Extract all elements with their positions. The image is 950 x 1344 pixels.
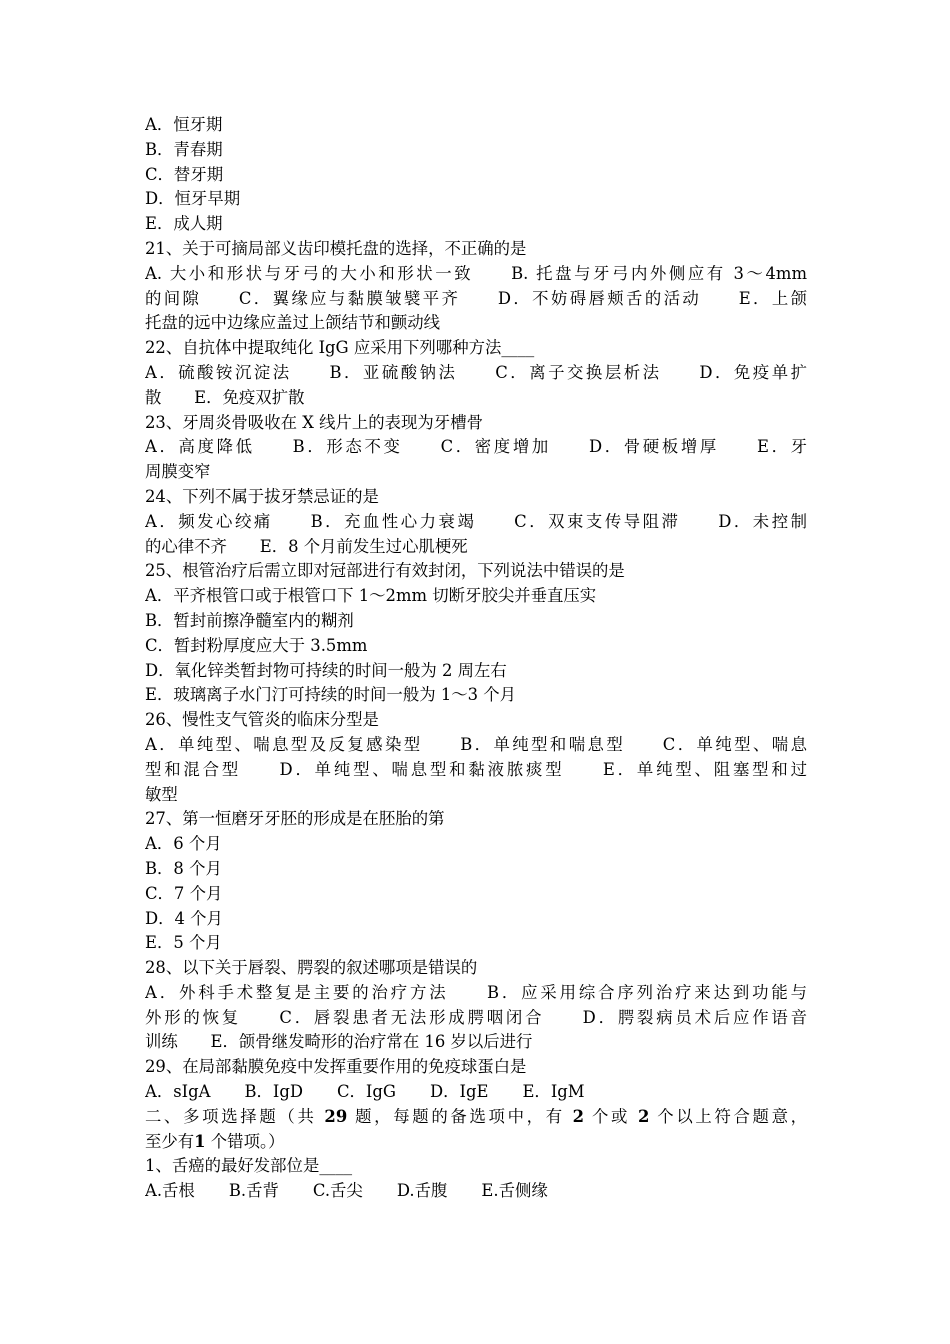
- option-count: 2: [637, 1106, 650, 1126]
- section-heading-multiple-choice: [145, 1105, 807, 1155]
- question-29: [145, 1055, 807, 1105]
- option-line: B．8 个月: [145, 858, 222, 878]
- options-text: 的间隙 C．翼缘应与黏膜皱襞平齐 D．不妨碍唇颊舌的活动 E．上颌: [145, 288, 807, 308]
- question-stem: 1、舌癌的最好发部位是____: [145, 1156, 353, 1176]
- options-text: A．频发心绞痛 B．充血性心力衰竭 C．双束支传导阻滞 D．未控制: [145, 511, 807, 531]
- option: D.舌腹: [396, 1181, 448, 1201]
- options-text: A．高度降低 B．形态不变 C．密度增加 D．骨硬板增厚 E．牙: [145, 437, 807, 457]
- options-text: 托盘的远中边缘应盖过上颌结节和颤动线: [145, 313, 441, 333]
- options-text: 型和混合型 D．单纯型、喘息型和黏液脓痰型 E．单纯型、阻塞型和过: [145, 759, 807, 779]
- option: B.舌背: [228, 1181, 279, 1201]
- option: D．IgE: [430, 1082, 489, 1102]
- question-count: 29: [324, 1106, 348, 1126]
- option: A.舌根: [145, 1181, 195, 1201]
- question-stem: 26、慢性支气管炎的临床分型是: [145, 710, 379, 730]
- options-text: 外形的恢复 C．唇裂患者无法形成腭咽闭合 D．腭裂病员术后应作语音: [145, 1007, 807, 1027]
- option-line: A．6 个月: [145, 834, 222, 854]
- question-stem: 25、根管治疗后需立即对冠部进行有效封闭，下列说法中错误的是: [145, 561, 625, 581]
- options-text: 周膜变窄: [145, 462, 211, 482]
- option-line: C．暂封粉厚度应大于 3.5mm: [145, 635, 368, 655]
- multi-question-1: [145, 1154, 807, 1204]
- document-page: [145, 113, 807, 1204]
- option-line: D．恒牙早期: [145, 189, 241, 209]
- heading-text: 个或: [591, 1106, 631, 1126]
- option: C．IgG: [337, 1082, 396, 1102]
- option-line: A．恒牙期: [145, 115, 223, 134]
- question-stem: 29、在局部黏膜免疫中发挥重要作用的免疫球蛋白是: [145, 1057, 527, 1077]
- question-23: [145, 411, 807, 485]
- option-line: E．5 个月: [145, 933, 222, 953]
- question-24: [145, 485, 807, 559]
- option-line: E．成人期: [145, 214, 223, 234]
- question-stem: 22、自抗体中提取纯化 IgG 应采用下列哪种方法____: [145, 338, 535, 358]
- options-text: 敏型: [145, 784, 178, 804]
- options-row: [145, 1179, 807, 1204]
- option-line: B．青春期: [145, 139, 223, 159]
- question-22: [145, 336, 807, 410]
- question-27: [145, 807, 807, 956]
- option-line: A．平齐根管口或于根管口下 1～2mm 切断牙胶尖并垂直压实: [145, 586, 597, 606]
- heading-text: 个错项。）: [210, 1131, 285, 1151]
- question-26: [145, 708, 807, 807]
- heading-text: 至少有: [145, 1131, 195, 1151]
- option: E.舌侧缘: [481, 1181, 548, 1201]
- previous-question-options: [145, 113, 807, 237]
- heading-text: 二、多项选择题（共: [145, 1106, 317, 1126]
- question-25: [145, 559, 807, 708]
- question-stem: 21、关于可摘局部义齿印模托盘的选择，不正确的是: [145, 238, 527, 258]
- options-text: 散 E．免疫双扩散: [145, 387, 305, 407]
- option-line: E．玻璃离子水门汀可持续的时间一般为 1～3 个月: [145, 685, 517, 705]
- option-line: C．替牙期: [145, 164, 224, 184]
- option-line: C．7 个月: [145, 883, 223, 903]
- options-text: A．单纯型、喘息型及反复感染型 B．单纯型和喘息型 C．单纯型、喘息: [145, 734, 807, 754]
- option-count: 2: [572, 1106, 585, 1126]
- wrong-option-count: 1: [194, 1131, 206, 1151]
- option: C.舌尖: [312, 1181, 363, 1201]
- question-stem: 23、牙周炎骨吸收在 X 线片上的表现为牙槽骨: [145, 412, 483, 432]
- heading-text: 个以上符合题意，: [657, 1106, 807, 1126]
- option: B．IgD: [244, 1082, 303, 1102]
- options-text: 的心律不齐 E．8 个月前发生过心肌梗死: [145, 536, 468, 556]
- options-text: A. 大小和形状与牙弓的大小和形状一致 B. 托盘与牙弓内外侧应有 3～4mm: [145, 263, 807, 283]
- option-line: D．4 个月: [145, 908, 223, 928]
- question-stem: 28、以下关于唇裂、腭裂的叙述哪项是错误的: [145, 958, 478, 978]
- question-stem: 24、下列不属于拔牙禁忌证的是: [145, 486, 379, 506]
- option: A．sIgA: [145, 1082, 211, 1102]
- question-21: [145, 237, 807, 336]
- options-text: A．硫酸铵沉淀法 B．亚硫酸钠法 C．离子交换层析法 D．免疫单扩: [145, 362, 807, 382]
- options-row: [145, 1080, 807, 1105]
- question-28: [145, 956, 807, 1055]
- options-text: A．外科手术整复是主要的治疗方法 B．应采用综合序列治疗来达到功能与: [145, 982, 807, 1002]
- option: E．IgM: [522, 1082, 585, 1102]
- option-line: D．氧化锌类暂封物可持续的时间一般为 2 周左右: [145, 660, 507, 680]
- option-line: B．暂封前擦净髓室内的糊剂: [145, 610, 354, 630]
- section-heading-line: [145, 1130, 807, 1155]
- options-text: 训练 E．颌骨继发畸形的治疗常在 16 岁以后进行: [145, 1032, 533, 1052]
- question-stem: 27、第一恒磨牙牙胚的形成是在胚胎的第: [145, 809, 445, 829]
- section-heading-line: [145, 1105, 807, 1130]
- heading-text: 题，每题的备选项中，有: [355, 1106, 565, 1126]
